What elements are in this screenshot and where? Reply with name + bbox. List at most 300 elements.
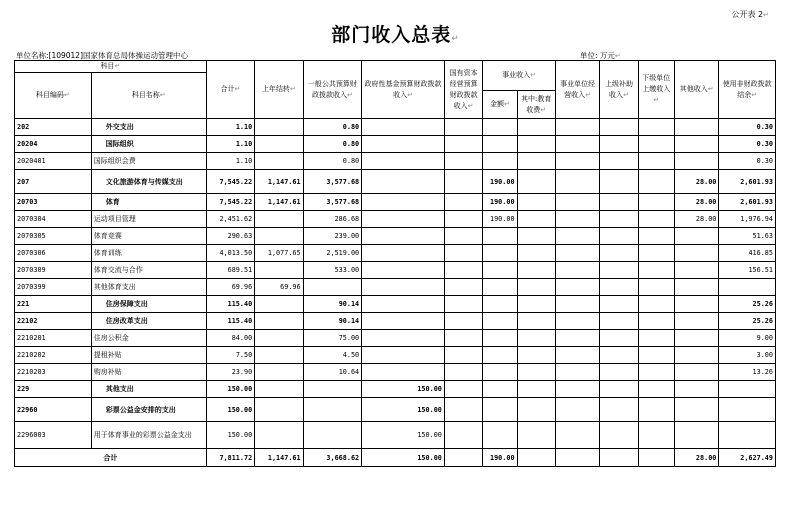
- table-row: [15, 119, 776, 136]
- cell-other: [674, 347, 718, 364]
- cell-other: 28.00: [674, 194, 718, 211]
- cell-subordinate: [638, 170, 674, 194]
- table-row: [15, 262, 776, 279]
- cell-surplus: [719, 381, 776, 398]
- total-superior: [600, 449, 638, 467]
- cell-total: 7,545.22: [206, 170, 254, 194]
- cell-subordinate: [638, 313, 674, 330]
- cell-state-capital: [444, 330, 482, 347]
- cell-subordinate: [638, 347, 674, 364]
- cell-subordinate: [638, 245, 674, 262]
- cell-superior: [600, 170, 638, 194]
- cell-other: [674, 279, 718, 296]
- row-code: 2070306: [15, 245, 92, 262]
- row-name: 住房改革支出: [91, 313, 206, 330]
- cell-general-budget: 90.14: [303, 296, 362, 313]
- cell-state-capital: [444, 228, 482, 245]
- total-carryover: 1,147.61: [255, 449, 303, 467]
- cell-amount: [483, 136, 517, 153]
- cell-gov-fund: [362, 170, 445, 194]
- cell-surplus: 9.00: [719, 330, 776, 347]
- cell-carryover: [255, 262, 303, 279]
- cell-other: 28.00: [674, 170, 718, 194]
- cell-total: 7.50: [206, 347, 254, 364]
- cell-amount: 190.00: [483, 194, 517, 211]
- cell-amount: [483, 364, 517, 381]
- cell-carryover: [255, 347, 303, 364]
- cell-surplus: [719, 279, 776, 296]
- table-row: [15, 296, 776, 313]
- header-subject-name: 科目名称↵: [91, 73, 206, 119]
- total-operating: [555, 449, 599, 467]
- cell-subordinate: [638, 136, 674, 153]
- total-edu: [517, 449, 555, 467]
- revenue-table: [14, 60, 776, 467]
- cell-amount: [483, 347, 517, 364]
- cell-edu: [517, 364, 555, 381]
- cell-subordinate: [638, 194, 674, 211]
- cell-general-budget: [303, 381, 362, 398]
- cell-amount: [483, 119, 517, 136]
- cell-carryover: [255, 153, 303, 170]
- cell-other: [674, 381, 718, 398]
- table-row: [15, 422, 776, 449]
- cell-subordinate: [638, 211, 674, 228]
- cell-surplus: [719, 398, 776, 422]
- cell-amount: 190.00: [483, 211, 517, 228]
- currency-unit-label: 单位: 万元↵: [580, 51, 621, 60]
- cell-carryover: [255, 364, 303, 381]
- cell-subordinate: [638, 153, 674, 170]
- row-code: 202: [15, 119, 92, 136]
- cell-superior: [600, 422, 638, 449]
- cell-other: [674, 228, 718, 245]
- cell-state-capital: [444, 136, 482, 153]
- total-total: 7,811.72: [206, 449, 254, 467]
- cell-surplus: 2,601.93: [719, 194, 776, 211]
- cell-edu: [517, 194, 555, 211]
- cell-state-capital: [444, 364, 482, 381]
- cell-surplus: 13.26: [719, 364, 776, 381]
- cell-state-capital: [444, 194, 482, 211]
- cell-gov-fund: [362, 211, 445, 228]
- cell-carryover: 69.96: [255, 279, 303, 296]
- cell-surplus: 416.85: [719, 245, 776, 262]
- cell-other: [674, 153, 718, 170]
- row-name: 其他体育支出: [91, 279, 206, 296]
- cell-general-budget: 286.68: [303, 211, 362, 228]
- cell-gov-fund: [362, 228, 445, 245]
- cell-other: [674, 119, 718, 136]
- row-name: 体育: [91, 194, 206, 211]
- header-operating-income: 事业单位经营收入↵: [555, 61, 599, 119]
- cell-operating: [555, 262, 599, 279]
- cell-state-capital: [444, 245, 482, 262]
- cell-amount: [483, 262, 517, 279]
- cell-other: [674, 245, 718, 262]
- cell-surplus: [719, 422, 776, 449]
- cell-superior: [600, 119, 638, 136]
- cell-carryover: [255, 228, 303, 245]
- cell-surplus: 156.51: [719, 262, 776, 279]
- cell-carryover: [255, 136, 303, 153]
- cell-gov-fund: 150.00: [362, 398, 445, 422]
- cell-superior: [600, 153, 638, 170]
- cell-edu: [517, 170, 555, 194]
- row-name: 用于体育事业的彩票公益金支出: [91, 422, 206, 449]
- cell-state-capital: [444, 296, 482, 313]
- cell-general-budget: [303, 279, 362, 296]
- cell-superior: [600, 398, 638, 422]
- cell-edu: [517, 153, 555, 170]
- cell-subordinate: [638, 330, 674, 347]
- cell-operating: [555, 422, 599, 449]
- cell-other: [674, 262, 718, 279]
- cell-state-capital: [444, 119, 482, 136]
- cell-superior: [600, 228, 638, 245]
- row-name: 购房补贴: [91, 364, 206, 381]
- cell-state-capital: [444, 347, 482, 364]
- table-row: [15, 211, 776, 228]
- row-code: 2210203: [15, 364, 92, 381]
- cell-superior: [600, 211, 638, 228]
- row-name: 提租补贴: [91, 347, 206, 364]
- cell-operating: [555, 330, 599, 347]
- cell-general-budget: 3,577.68: [303, 194, 362, 211]
- cell-total: 1.10: [206, 119, 254, 136]
- cell-superior: [600, 136, 638, 153]
- cell-operating: [555, 119, 599, 136]
- cell-total: 23.90: [206, 364, 254, 381]
- cell-general-budget: 4.50: [303, 347, 362, 364]
- table-row: [15, 347, 776, 364]
- cell-general-budget: 75.00: [303, 330, 362, 347]
- cell-edu: [517, 381, 555, 398]
- cell-carryover: [255, 119, 303, 136]
- cell-state-capital: [444, 262, 482, 279]
- cell-amount: [483, 313, 517, 330]
- cell-total: 115.40: [206, 313, 254, 330]
- cell-superior: [600, 381, 638, 398]
- cell-edu: [517, 398, 555, 422]
- cell-carryover: [255, 398, 303, 422]
- header-business-income: 事业收入↵: [483, 61, 556, 91]
- cell-gov-fund: [362, 194, 445, 211]
- total-surplus: 2,627.49: [719, 449, 776, 467]
- cell-other: [674, 313, 718, 330]
- cell-other: [674, 364, 718, 381]
- cell-total: 69.96: [206, 279, 254, 296]
- cell-operating: [555, 136, 599, 153]
- cell-gov-fund: [362, 330, 445, 347]
- cell-carryover: [255, 330, 303, 347]
- cell-edu: [517, 279, 555, 296]
- row-name: 国际组织会费: [91, 153, 206, 170]
- total-state-capital: [444, 449, 482, 467]
- total-gov-fund: 150.00: [362, 449, 445, 467]
- row-name: 体育竞赛: [91, 228, 206, 245]
- cell-edu: [517, 262, 555, 279]
- cell-total: 150.00: [206, 381, 254, 398]
- cell-general-budget: 0.80: [303, 153, 362, 170]
- cell-state-capital: [444, 170, 482, 194]
- cell-surplus: 2,601.93: [719, 170, 776, 194]
- cell-gov-fund: [362, 347, 445, 364]
- cell-superior: [600, 194, 638, 211]
- cell-edu: [517, 313, 555, 330]
- cell-edu: [517, 422, 555, 449]
- table-row: [15, 228, 776, 245]
- cell-subordinate: [638, 381, 674, 398]
- cell-amount: [483, 381, 517, 398]
- row-code: 20703: [15, 194, 92, 211]
- cell-total: 4,013.50: [206, 245, 254, 262]
- cell-state-capital: [444, 279, 482, 296]
- row-code: 2020401: [15, 153, 92, 170]
- cell-edu: [517, 347, 555, 364]
- cell-total: 150.00: [206, 398, 254, 422]
- page-title: 部门收入总表↵: [331, 24, 460, 46]
- cell-operating: [555, 153, 599, 170]
- cell-carryover: 1,147.61: [255, 194, 303, 211]
- row-code: 229: [15, 381, 92, 398]
- row-name: 文化旅游体育与传媒支出: [91, 170, 206, 194]
- cell-total: 115.40: [206, 296, 254, 313]
- cell-gov-fund: [362, 364, 445, 381]
- cell-amount: [483, 279, 517, 296]
- cell-carryover: [255, 381, 303, 398]
- row-name: 国际组织: [91, 136, 206, 153]
- cell-superior: [600, 296, 638, 313]
- cell-other: 28.00: [674, 211, 718, 228]
- cell-total: 7,545.22: [206, 194, 254, 211]
- cell-gov-fund: [362, 245, 445, 262]
- cell-gov-fund: [362, 153, 445, 170]
- row-name: 住房公积金: [91, 330, 206, 347]
- cell-operating: [555, 245, 599, 262]
- cell-general-budget: 10.64: [303, 364, 362, 381]
- header-subordinate-income: 下级单位上缴收入↵: [638, 61, 674, 119]
- cell-superior: [600, 262, 638, 279]
- cell-carryover: 1,077.65: [255, 245, 303, 262]
- cell-subordinate: [638, 422, 674, 449]
- cell-gov-fund: [362, 119, 445, 136]
- table-row: [15, 364, 776, 381]
- cell-operating: [555, 313, 599, 330]
- table-row: [15, 170, 776, 194]
- unit-name-label: 单位名称:[109012]国家体育总局体操运动管理中心: [16, 51, 189, 60]
- cell-amount: [483, 228, 517, 245]
- cell-total: 2,451.62: [206, 211, 254, 228]
- cell-general-budget: 90.14: [303, 313, 362, 330]
- row-code: 2070309: [15, 262, 92, 279]
- cell-edu: [517, 330, 555, 347]
- cell-carryover: 1,147.61: [255, 170, 303, 194]
- cell-subordinate: [638, 119, 674, 136]
- cell-edu: [517, 136, 555, 153]
- cell-general-budget: 3,577.68: [303, 170, 362, 194]
- cell-carryover: [255, 422, 303, 449]
- header-general-budget: 一般公共预算财政拨款收入↵: [303, 61, 362, 119]
- cell-operating: [555, 296, 599, 313]
- cell-operating: [555, 194, 599, 211]
- table-row: [15, 136, 776, 153]
- cell-edu: [517, 245, 555, 262]
- cell-subordinate: [638, 398, 674, 422]
- row-name: 其他支出: [91, 381, 206, 398]
- cell-gov-fund: [362, 279, 445, 296]
- header-amount: 金额↵: [483, 91, 517, 119]
- header-subject-code: 科目编码↵: [15, 73, 92, 119]
- cell-carryover: [255, 296, 303, 313]
- header-subject: 科目↵: [15, 61, 207, 73]
- row-code: 2210201: [15, 330, 92, 347]
- cell-operating: [555, 211, 599, 228]
- header-state-capital: 国有资本经营预算财政拨款收入↵: [444, 61, 482, 119]
- cell-total: 84.00: [206, 330, 254, 347]
- row-code: 2210202: [15, 347, 92, 364]
- cell-carryover: [255, 211, 303, 228]
- total-general-budget: 3,668.62: [303, 449, 362, 467]
- row-name: 体育交流与合作: [91, 262, 206, 279]
- cell-gov-fund: 150.00: [362, 381, 445, 398]
- cell-operating: [555, 347, 599, 364]
- cell-state-capital: [444, 422, 482, 449]
- table-row: [15, 153, 776, 170]
- row-name: 体育训练: [91, 245, 206, 262]
- cell-total: 689.51: [206, 262, 254, 279]
- cell-operating: [555, 279, 599, 296]
- cell-subordinate: [638, 296, 674, 313]
- cell-surplus: 0.30: [719, 153, 776, 170]
- cell-state-capital: [444, 153, 482, 170]
- cell-other: [674, 330, 718, 347]
- cell-amount: [483, 296, 517, 313]
- cell-subordinate: [638, 262, 674, 279]
- cell-state-capital: [444, 381, 482, 398]
- table-row: [15, 381, 776, 398]
- cell-surplus: 25.26: [719, 313, 776, 330]
- header-carryover: 上年结转↵: [255, 61, 303, 119]
- cell-operating: [555, 170, 599, 194]
- cell-edu: [517, 228, 555, 245]
- cell-subordinate: [638, 364, 674, 381]
- cell-surplus: 0.30: [719, 119, 776, 136]
- cell-general-budget: 239.00: [303, 228, 362, 245]
- total-amount: 190.00: [483, 449, 517, 467]
- table-row: [15, 398, 776, 422]
- cell-general-budget: [303, 398, 362, 422]
- row-name: 住房保障支出: [91, 296, 206, 313]
- cell-other: [674, 422, 718, 449]
- cell-gov-fund: 150.00: [362, 422, 445, 449]
- table-row: [15, 330, 776, 347]
- total-subordinate: [638, 449, 674, 467]
- table-row: [15, 279, 776, 296]
- cell-total: 150.00: [206, 422, 254, 449]
- cell-surplus: 51.63: [719, 228, 776, 245]
- cell-edu: [517, 296, 555, 313]
- cell-edu: [517, 119, 555, 136]
- header-surplus: 使用非财政拨款结余↵: [719, 61, 776, 119]
- cell-gov-fund: [362, 296, 445, 313]
- cell-general-budget: [303, 422, 362, 449]
- cell-general-budget: 0.80: [303, 136, 362, 153]
- cell-general-budget: 533.00: [303, 262, 362, 279]
- cell-state-capital: [444, 398, 482, 422]
- cell-other: [674, 296, 718, 313]
- header-gov-fund: 政府性基金预算财政拨款收入↵: [362, 61, 445, 119]
- row-code: 207: [15, 170, 92, 194]
- cell-operating: [555, 364, 599, 381]
- cell-subordinate: [638, 279, 674, 296]
- row-name: 外交支出: [91, 119, 206, 136]
- cell-state-capital: [444, 313, 482, 330]
- cell-operating: [555, 398, 599, 422]
- header-of-which-edu: 其中:教育收费↵: [517, 91, 555, 119]
- row-code: 20204: [15, 136, 92, 153]
- cell-surplus: 1,976.94: [719, 211, 776, 228]
- cell-surplus: 3.00: [719, 347, 776, 364]
- cell-surplus: 0.30: [719, 136, 776, 153]
- cell-superior: [600, 347, 638, 364]
- cell-superior: [600, 279, 638, 296]
- total-row: [15, 449, 776, 467]
- row-code: 22960: [15, 398, 92, 422]
- cell-superior: [600, 313, 638, 330]
- table-tag: 公开表 2↵: [731, 10, 769, 19]
- cell-amount: [483, 153, 517, 170]
- row-code: 2070305: [15, 228, 92, 245]
- table-row: [15, 194, 776, 211]
- cell-amount: 190.00: [483, 170, 517, 194]
- cell-superior: [600, 330, 638, 347]
- cell-general-budget: 2,519.00: [303, 245, 362, 262]
- cell-state-capital: [444, 211, 482, 228]
- cell-total: 290.63: [206, 228, 254, 245]
- cell-total: 1.10: [206, 136, 254, 153]
- cell-superior: [600, 245, 638, 262]
- cell-general-budget: 0.80: [303, 119, 362, 136]
- cell-other: [674, 136, 718, 153]
- total-other: 28.00: [674, 449, 718, 467]
- cell-total: 1.10: [206, 153, 254, 170]
- header-other-income: 其他收入↵: [674, 61, 718, 119]
- header-superior-subsidy: 上级补助收入↵: [600, 61, 638, 119]
- cell-amount: [483, 398, 517, 422]
- row-code: 2070399: [15, 279, 92, 296]
- cell-subordinate: [638, 228, 674, 245]
- row-code: 22102: [15, 313, 92, 330]
- row-code: 2070304: [15, 211, 92, 228]
- row-name: 彩票公益金安排的支出: [91, 398, 206, 422]
- cell-amount: [483, 330, 517, 347]
- row-code: 2296003: [15, 422, 92, 449]
- header-total: 合计↵: [206, 61, 254, 119]
- cell-amount: [483, 422, 517, 449]
- cell-edu: [517, 211, 555, 228]
- cell-operating: [555, 381, 599, 398]
- total-label: 合计: [15, 449, 207, 467]
- table-row: [15, 245, 776, 262]
- cell-surplus: 25.26: [719, 296, 776, 313]
- cell-gov-fund: [362, 313, 445, 330]
- cell-operating: [555, 228, 599, 245]
- cell-gov-fund: [362, 262, 445, 279]
- cell-superior: [600, 364, 638, 381]
- cell-gov-fund: [362, 136, 445, 153]
- row-code: 221: [15, 296, 92, 313]
